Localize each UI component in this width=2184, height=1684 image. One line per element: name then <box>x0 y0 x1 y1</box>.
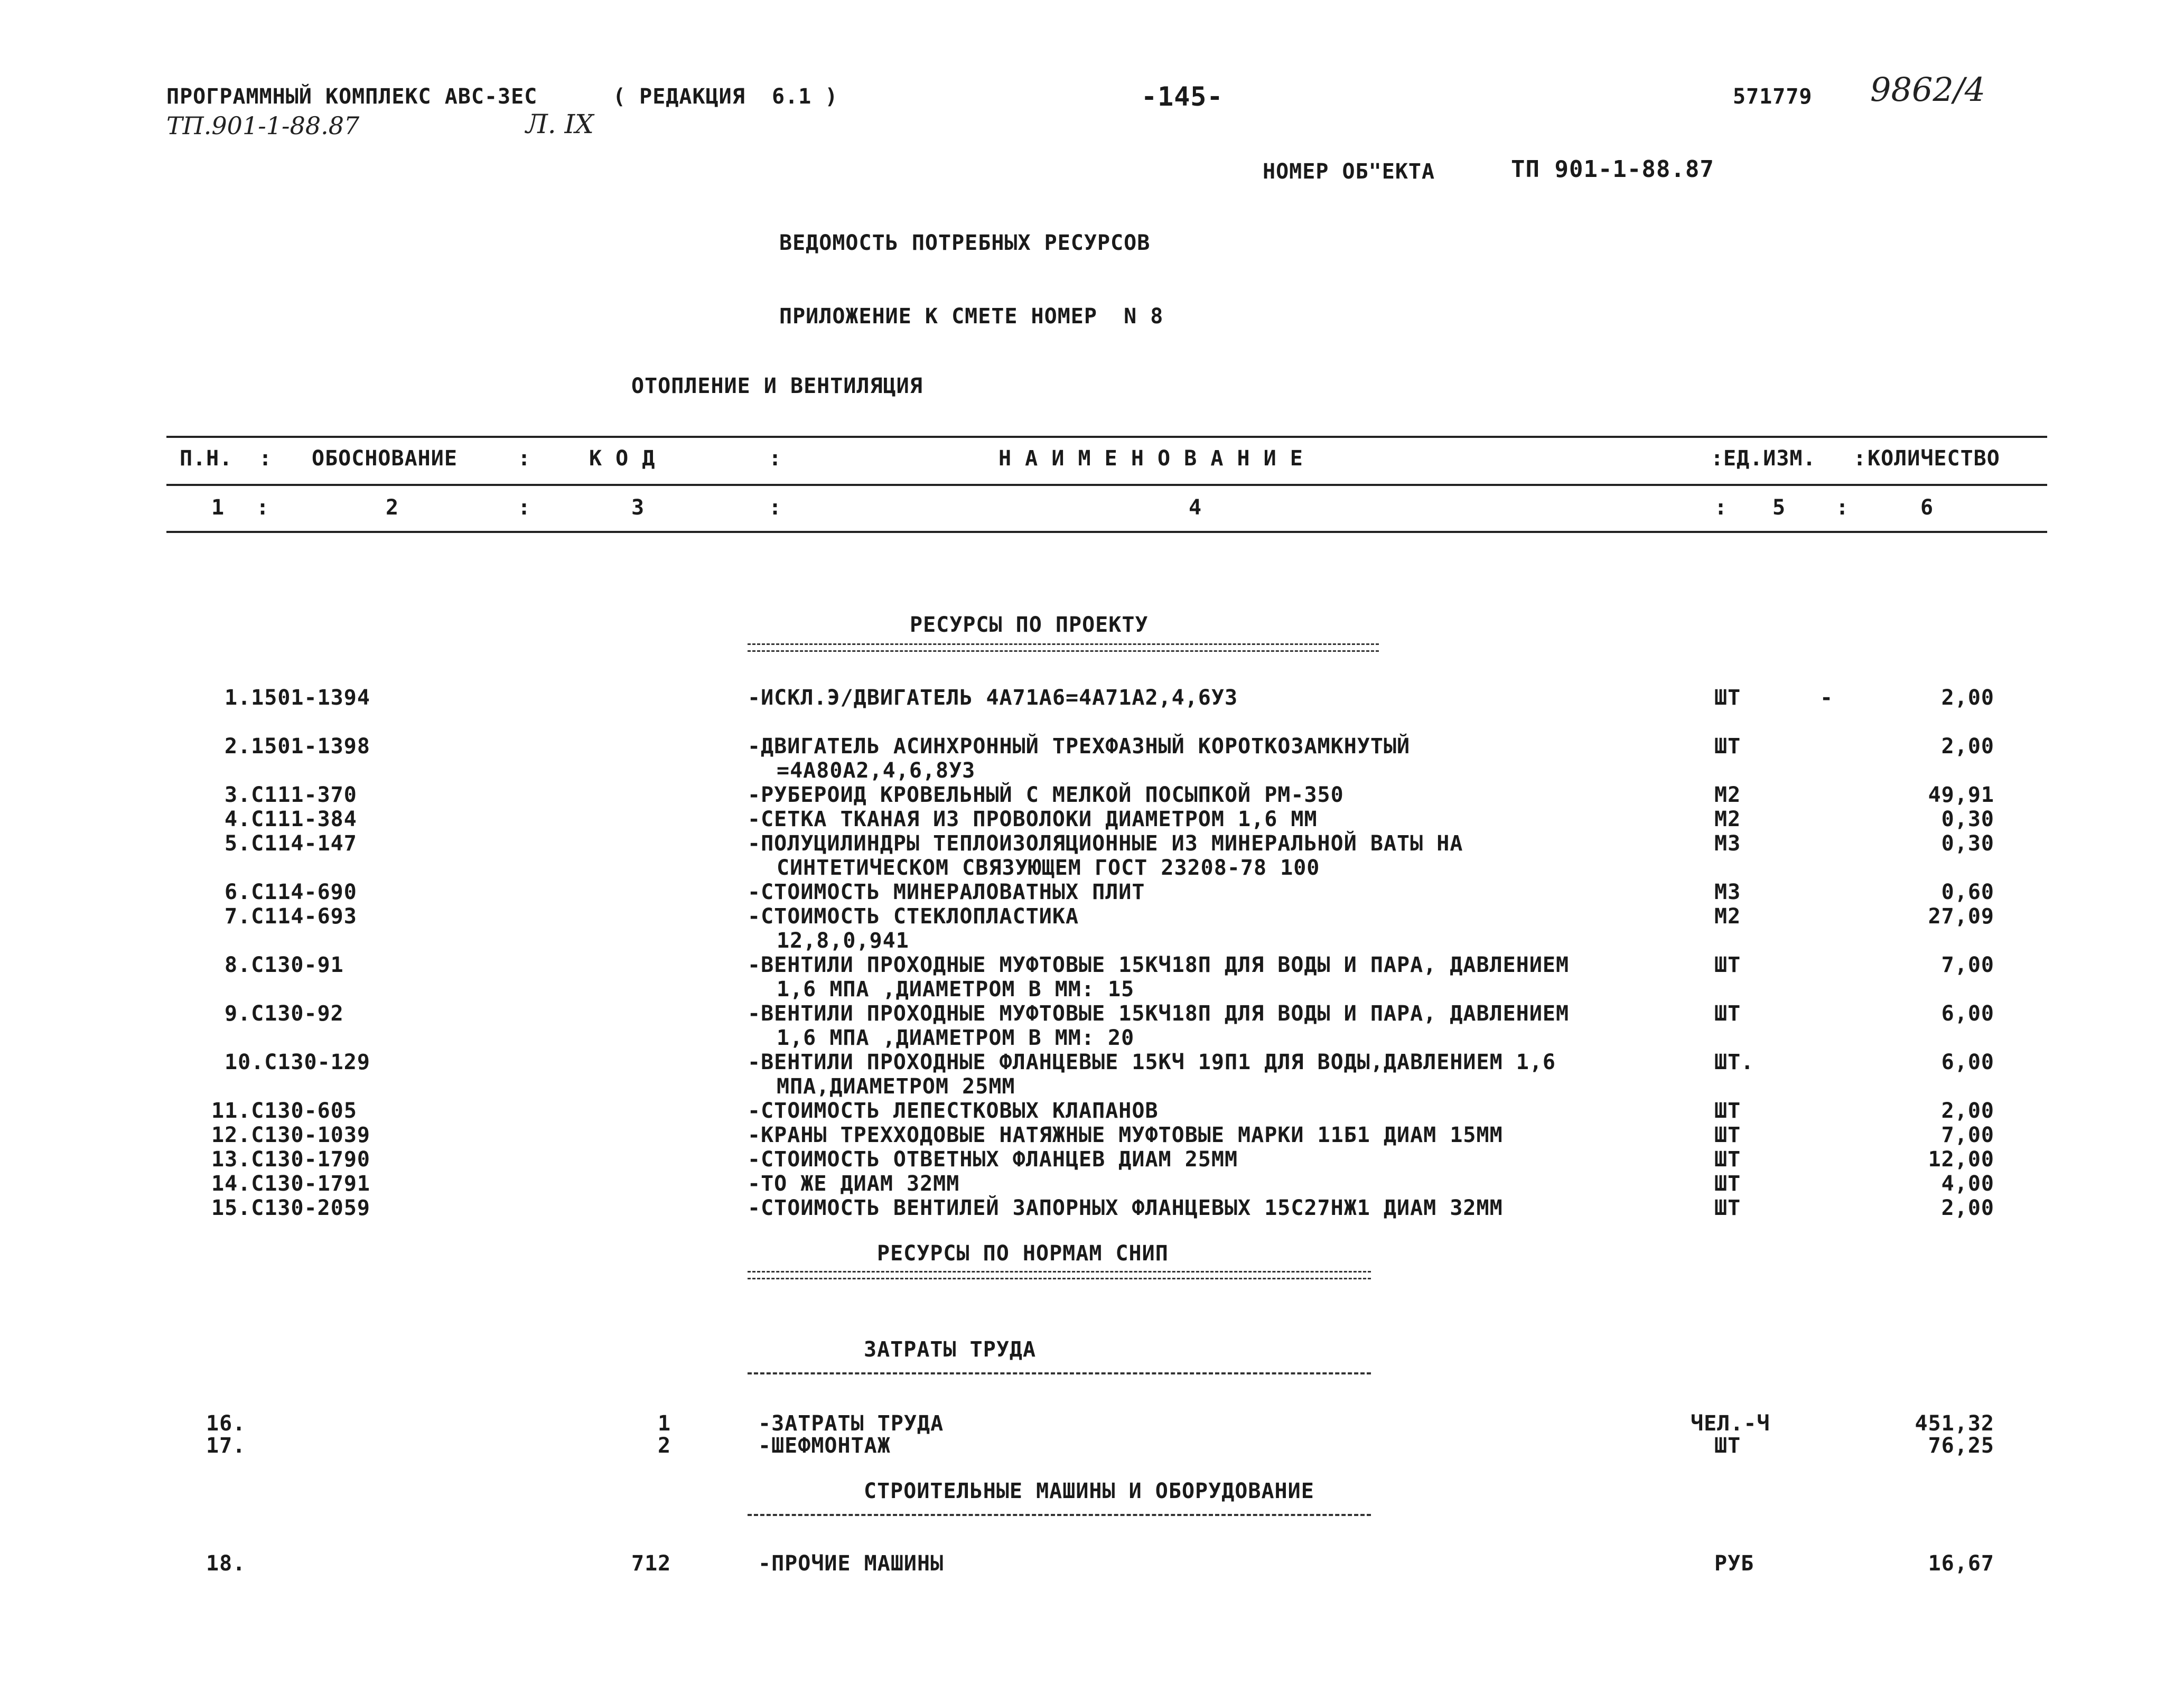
row-name-cont: 12,8,0,941 <box>777 929 909 953</box>
row-number: 1.1501-1394 <box>225 686 370 710</box>
row-unit: ШТ. <box>1714 1050 1754 1074</box>
row-name-cont: =4А80А2,4,6,8У3 <box>777 759 976 783</box>
row-number: 6.С114-690 <box>225 880 357 904</box>
row-unit: ЧЕЛ.-Ч <box>1691 1411 1770 1436</box>
header-code: К О Д <box>589 446 656 471</box>
row-unit: М2 <box>1714 807 1741 831</box>
section-double-rule <box>748 643 1379 652</box>
row-name-cont: 1,6 МПА ,ДИАМЕТРОМ В ММ: 15 <box>777 977 1135 1002</box>
row-code: 2 <box>658 1434 671 1458</box>
header-qty: КОЛИЧЕСТВО <box>1868 446 2000 471</box>
subsection-heading-labor: ЗАТРАТЫ ТРУДА <box>864 1337 1037 1362</box>
row-name: -ПОЛУЦИЛИНДРЫ ТЕПЛОИЗОЛЯЦИОННЫЕ ИЗ МИНЕРАЛЬНОЙ ВАТЫ НА <box>748 831 1463 856</box>
table-top-rule <box>166 436 2047 438</box>
row-quantity: 2,00 <box>1941 686 1994 710</box>
header-sep: : <box>769 446 782 471</box>
section-heading-project: РЕСУРСЫ ПО ПРОЕКТУ <box>910 613 1149 637</box>
row-number: 15.С130-2059 <box>211 1196 370 1220</box>
row-name: -КРАНЫ ТРЕХХОДОВЫЕ НАТЯЖНЫЕ МУФТОВЫЕ МАРКИ 11Б1 ДИАМ 15ММ <box>748 1123 1503 1147</box>
row-name-cont: СИНТЕТИЧЕСКОМ СВЯЗУЮЩЕМ ГОСТ 23208-78 100 <box>777 856 1320 880</box>
document-title: ВЕДОМОСТЬ ПОТРЕБНЫХ РЕСУРСОВ <box>779 231 1151 255</box>
row-unit: М3 <box>1714 831 1741 856</box>
row-code: 1 <box>658 1411 671 1436</box>
row-name: -СЕТКА ТКАНАЯ ИЗ ПРОВОЛОКИ ДИАМЕТРОМ 1,6 ММ <box>748 807 1318 831</box>
subsection-heading-machines: СТРОИТЕЛЬНЫЕ МАШИНЫ И ОБОРУДОВАНИЕ <box>864 1479 1314 1503</box>
row-quantity: 2,00 <box>1941 1196 1994 1220</box>
row-quantity: 76,25 <box>1928 1434 1994 1458</box>
row-name: -СТОИМОСТЬ СТЕКЛОПЛАСТИКА <box>748 904 1079 929</box>
header-basis: ОБОСНОВАНИЕ <box>312 446 458 471</box>
header-sep: : <box>259 446 273 471</box>
object-value: ТП 901-1-88.87 <box>1511 156 1714 183</box>
handwritten-sheet-number: Л. IX <box>526 109 594 139</box>
header-unit: ЕД.ИЗМ. <box>1723 446 1816 471</box>
edition: ( РЕДАКЦИЯ 6.1 ) <box>613 85 838 109</box>
row-quantity: 27,09 <box>1928 904 1994 929</box>
row-number: 7.С114-693 <box>225 904 357 929</box>
section-double-rule <box>748 1271 1371 1279</box>
row-number: 4.С111-384 <box>225 807 357 831</box>
row-number: 12.С130-1039 <box>211 1123 370 1147</box>
row-number: 2.1501-1398 <box>225 734 370 759</box>
row-code: 712 <box>631 1551 671 1576</box>
header-sep: : <box>1853 446 1867 471</box>
row-number: 13.С130-1790 <box>211 1147 370 1172</box>
handwritten-stamp-number: 9862/4 <box>1870 70 1986 109</box>
row-number: 9.С130-92 <box>225 1002 344 1026</box>
row-quantity: 2,00 <box>1941 1099 1994 1123</box>
row-quantity: 12,00 <box>1928 1147 1994 1172</box>
row-name: -СТОИМОСТЬ ОТВЕТНЫХ ФЛАНЦЕВ ДИАМ 25ММ <box>748 1147 1238 1172</box>
row-unit: ШТ <box>1714 686 1741 710</box>
row-name: -ИСКЛ.Э/ДВИГАТЕЛЬ 4А71А6=4А71А2,4,6У3 <box>748 686 1238 710</box>
subsection-rule <box>748 1372 1371 1374</box>
row-unit: ШТ <box>1714 1172 1741 1196</box>
row-quantity: 49,91 <box>1928 783 1994 807</box>
row-unit: ШТ <box>1714 1002 1741 1026</box>
row-unit: М2 <box>1714 904 1741 929</box>
object-label: НОМЕР ОБ"ЕКТА <box>1263 160 1435 184</box>
row-name: -ВЕНТИЛИ ПРОХОДНЫЕ ФЛАНЦЕВЫЕ 15КЧ 19П1 ДЛЯ ВОДЫ,ДАВЛЕНИЕМ 1,6 <box>748 1050 1556 1074</box>
row-unit: ШТ <box>1714 1147 1741 1172</box>
col-number: 3 <box>631 495 645 520</box>
subsection-rule <box>748 1514 1371 1516</box>
row-name-cont: 1,6 МПА ,ДИАМЕТРОМ В ММ: 20 <box>777 1026 1135 1050</box>
row-quantity: 7,00 <box>1941 953 1994 977</box>
row-name: -СТОИМОСТЬ ВЕНТИЛЕЙ ЗАПОРНЫХ ФЛАНЦЕВЫХ 15С27НЖ1 ДИАМ 32ММ <box>748 1196 1503 1220</box>
handwritten-project-code: ТП.901-1-88.87 <box>166 111 360 140</box>
program-name: ПРОГРАММНЫЙ КОМПЛЕКС АВС-3ЕС <box>166 85 538 109</box>
col-sep: : <box>1714 495 1728 520</box>
row-number: 5.С114-147 <box>225 831 357 856</box>
row-quantity: 16,67 <box>1928 1551 1994 1576</box>
row-number: 17. <box>206 1434 246 1458</box>
row-unit: ШТ <box>1714 953 1741 977</box>
row-quantity: 6,00 <box>1941 1050 1994 1074</box>
header-sep: : <box>1711 446 1724 471</box>
row-quantity: 4,00 <box>1941 1172 1994 1196</box>
row-number: 8.С130-91 <box>225 953 344 977</box>
row-name-cont: МПА,ДИАМЕТРОМ 25ММ <box>777 1074 1015 1099</box>
row-name: -ДВИГАТЕЛЬ АСИНХРОННЫЙ ТРЕХФАЗНЫЙ КОРОТКОЗАМКНУТЫЙ <box>748 734 1411 759</box>
row-unit: ШТ <box>1714 1123 1741 1147</box>
row-quantity: 0,30 <box>1941 831 1994 856</box>
col-number: 5 <box>1772 495 1786 520</box>
col-number: 1 <box>211 495 225 520</box>
row-number: 3.С111-370 <box>225 783 357 807</box>
col-sep: : <box>1836 495 1850 520</box>
col-number: 4 <box>1189 495 1202 520</box>
row-quantity: 451,32 <box>1915 1411 1994 1436</box>
row-name: -СТОИМОСТЬ МИНЕРАЛОВАТНЫХ ПЛИТ <box>748 880 1145 904</box>
table-number-rule <box>166 531 2047 533</box>
section-heading-snip: РЕСУРСЫ ПО НОРМАМ СНИП <box>877 1241 1169 1266</box>
row-name: -ТО ЖЕ ДИАМ 32ММ <box>748 1172 960 1196</box>
row-unit: ШТ <box>1714 734 1741 759</box>
row-name: -ВЕНТИЛИ ПРОХОДНЫЕ МУФТОВЫЕ 15КЧ18П ДЛЯ ВОДЫ И ПАРА, ДАВЛЕНИЕМ <box>748 1002 1570 1026</box>
appendix-line: ПРИЛОЖЕНИЕ К СМЕТЕ НОМЕР N 8 <box>779 304 1164 329</box>
table-header-rule <box>166 484 2047 486</box>
row-name: -ЗАТРАТЫ ТРУДА <box>758 1411 944 1436</box>
row-quantity: 0,30 <box>1941 807 1994 831</box>
row-unit: М2 <box>1714 783 1741 807</box>
code-number: 571779 <box>1733 85 1813 109</box>
row-number: 18. <box>206 1551 246 1576</box>
row-name: -РУБЕРОИД КРОВЕЛЬНЫЙ С МЕЛКОЙ ПОСЫПКОЙ РМ-350 <box>748 783 1344 807</box>
section-title: ОТОПЛЕНИЕ И ВЕНТИЛЯЦИЯ <box>631 374 923 398</box>
col-number: 6 <box>1920 495 1934 520</box>
row-unit: ШТ <box>1714 1434 1741 1458</box>
row-unit: ШТ <box>1714 1099 1741 1123</box>
col-sep: : <box>256 495 270 520</box>
row-name: -ПРОЧИЕ МАШИНЫ <box>758 1551 944 1576</box>
row-unit: РУБ <box>1714 1551 1754 1576</box>
row-name: -ШЕФМОНТАЖ <box>758 1434 891 1458</box>
col-number: 2 <box>386 495 399 520</box>
row-name: -ВЕНТИЛИ ПРОХОДНЫЕ МУФТОВЫЕ 15КЧ18П ДЛЯ ВОДЫ И ПАРА, ДАВЛЕНИЕМ <box>748 953 1570 977</box>
row-dash: - <box>1820 686 1834 710</box>
header-num: П.Н. <box>180 446 233 471</box>
row-quantity: 0,60 <box>1941 880 1994 904</box>
row-unit: ШТ <box>1714 1196 1741 1220</box>
header-name: Н А И М Е Н О В А Н И Е <box>998 446 1303 471</box>
col-sep: : <box>518 495 531 520</box>
row-number: 14.С130-1791 <box>211 1172 370 1196</box>
header-sep: : <box>518 446 531 471</box>
row-quantity: 6,00 <box>1941 1002 1994 1026</box>
row-unit: М3 <box>1714 880 1741 904</box>
row-name: -СТОИМОСТЬ ЛЕПЕСТКОВЫХ КЛАПАНОВ <box>748 1099 1159 1123</box>
row-number: 16. <box>206 1411 246 1436</box>
page-number: -145- <box>1141 81 1224 112</box>
row-number: 10.С130-129 <box>225 1050 370 1074</box>
col-sep: : <box>769 495 782 520</box>
row-quantity: 2,00 <box>1941 734 1994 759</box>
row-number: 11.С130-605 <box>211 1099 357 1123</box>
row-quantity: 7,00 <box>1941 1123 1994 1147</box>
